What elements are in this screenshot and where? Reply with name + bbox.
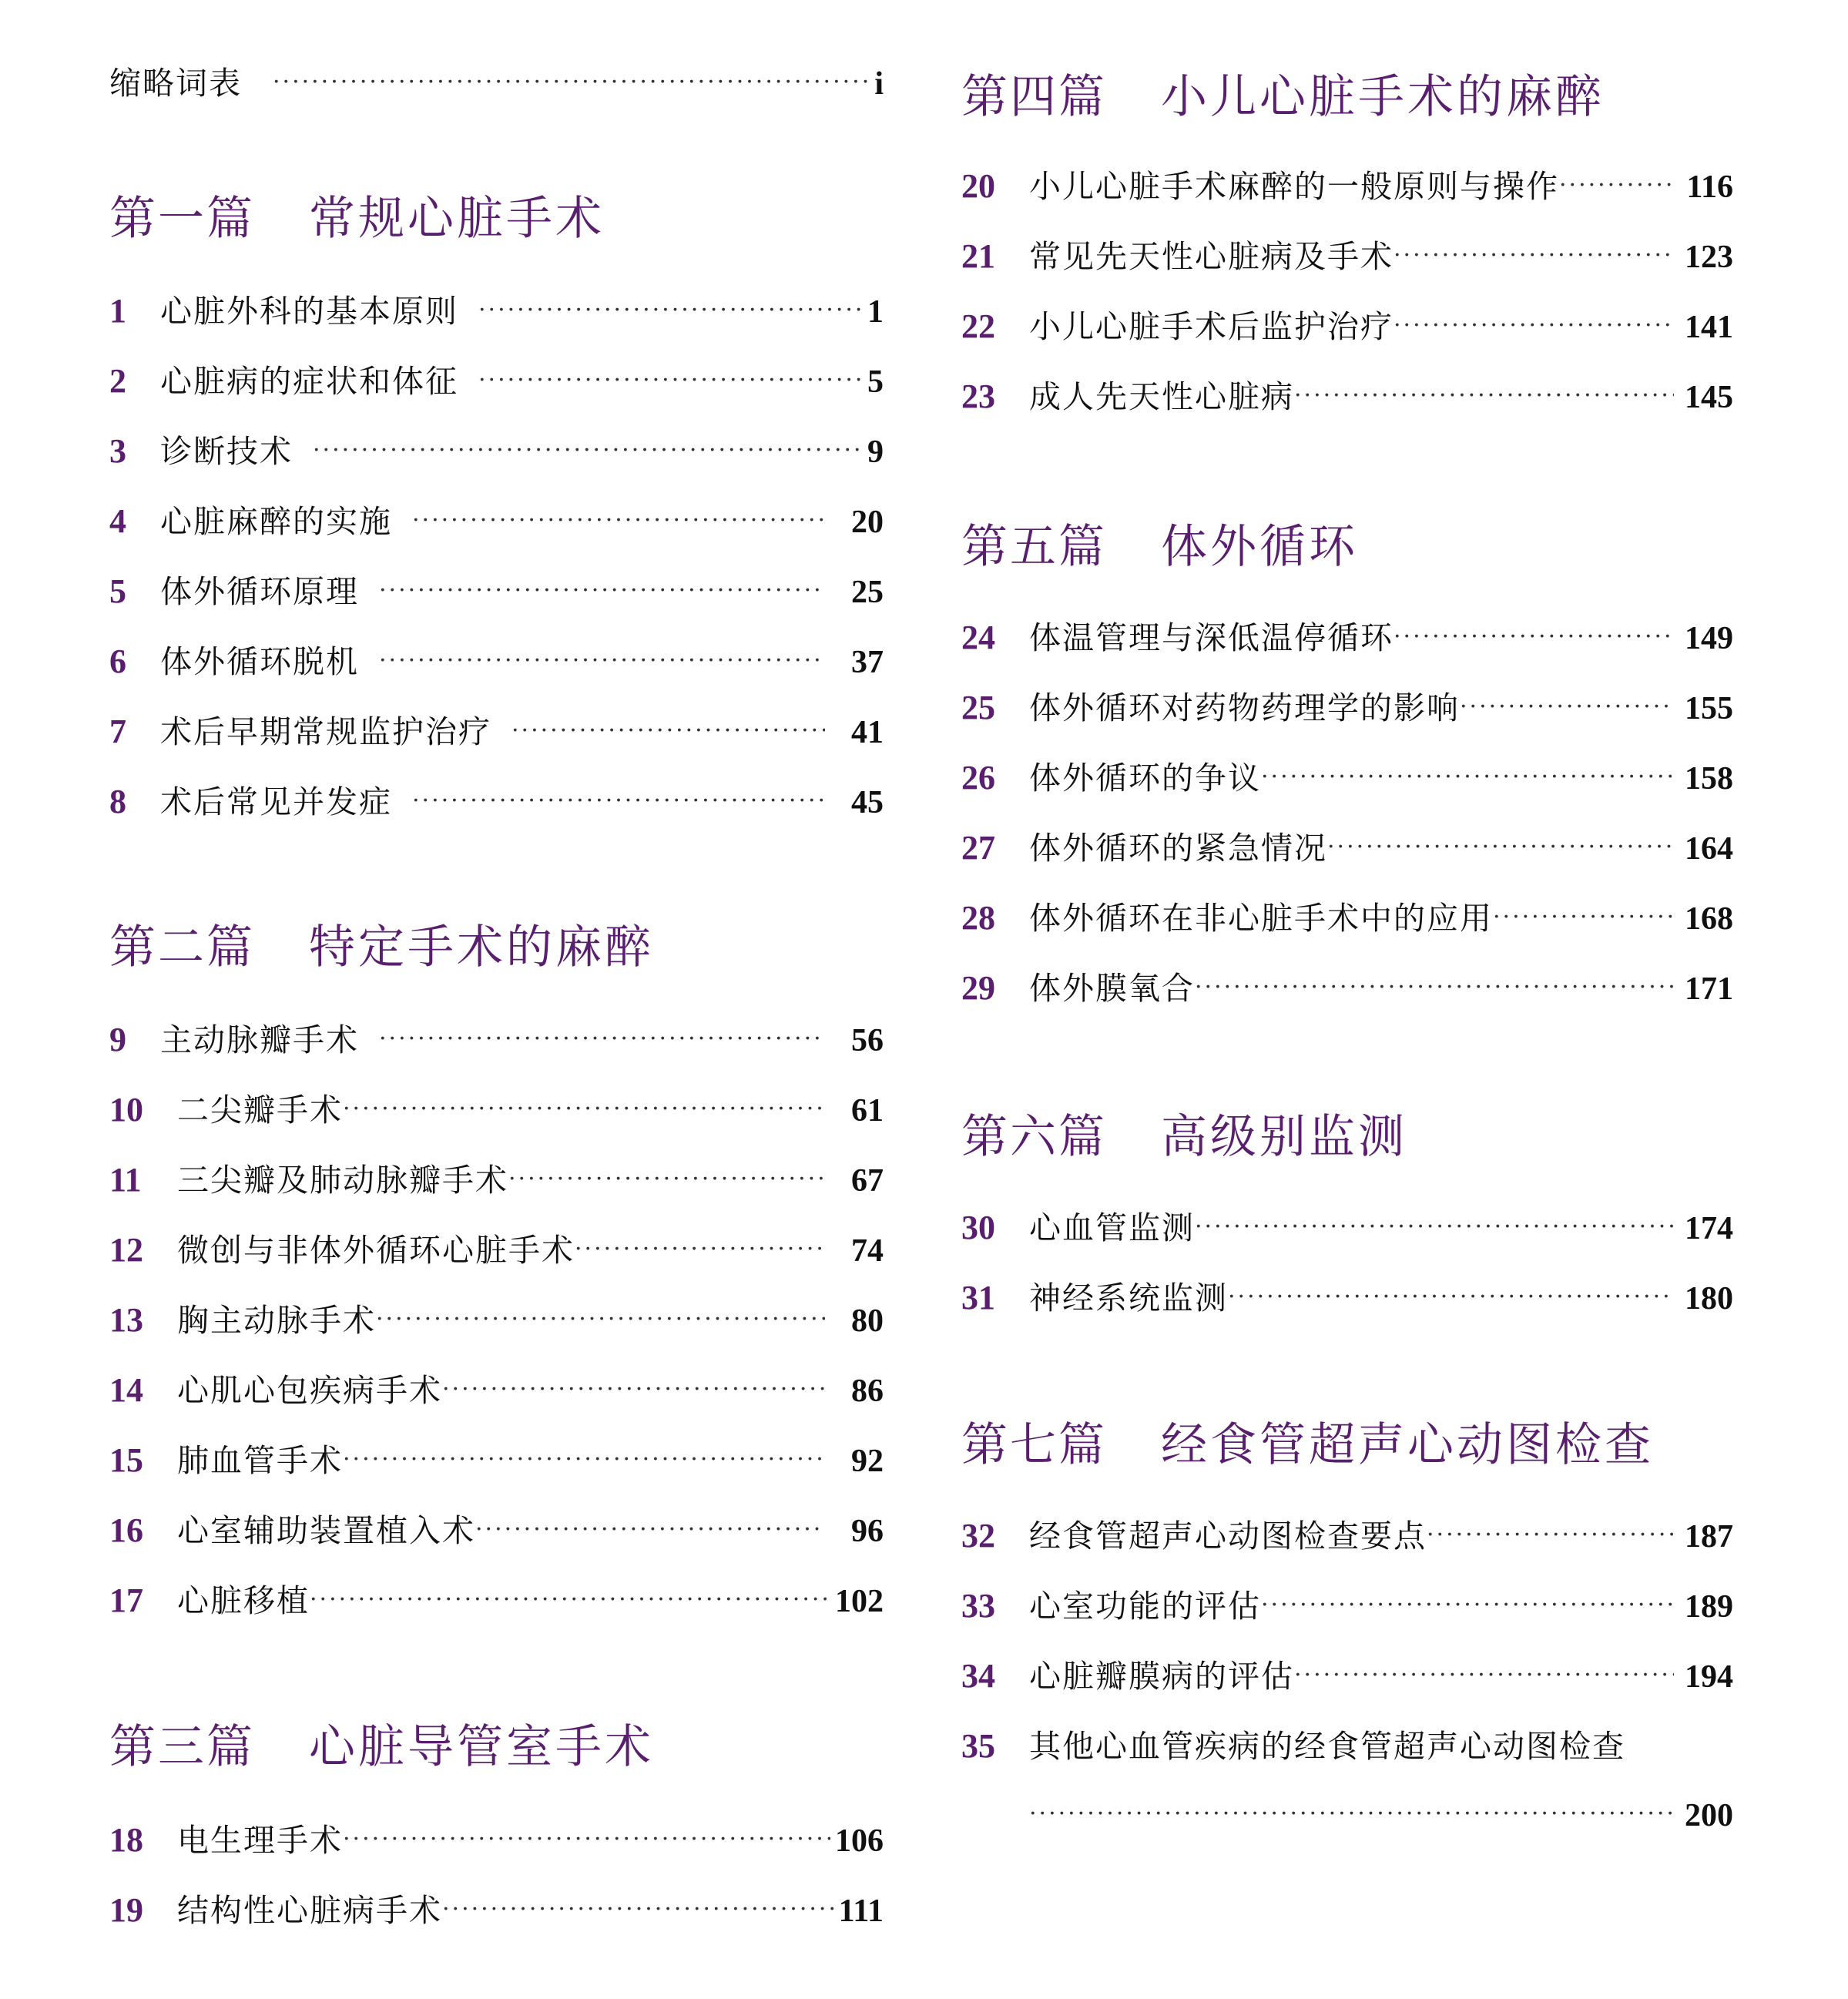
chapter-page: 1 [867, 294, 884, 330]
dot-leader [1427, 1524, 1674, 1547]
chapter-number: 13 [109, 1301, 143, 1339]
toc-entry[interactable] [961, 901, 1733, 935]
chapter-page: 37 [851, 645, 884, 680]
chapter-number: 20 [961, 167, 995, 205]
dot-leader [379, 1028, 825, 1051]
dot-leader [412, 790, 825, 813]
toc-right-column [961, 0, 1733, 1999]
chapter-title: 体外膜氧合 [1029, 970, 1195, 1007]
chapter-page: 111 [838, 1893, 884, 1929]
chapter-title: 术后常见并发症 [160, 783, 392, 820]
toc-entry-abbreviations[interactable] [109, 65, 884, 102]
chapter-title: 心脏病的症状和体征 [160, 363, 458, 400]
chapter-title: 常见先天性心脏病及手术 [1029, 238, 1394, 275]
toc-entry[interactable] [961, 831, 1733, 865]
part-label: 第六篇 [961, 1110, 1107, 1164]
toc-entry[interactable] [961, 307, 1733, 345]
chapter-page: 158 [1685, 761, 1733, 797]
dot-leader [1294, 1664, 1674, 1687]
chapter-page: 164 [1685, 831, 1733, 867]
chapter-number: 7 [109, 713, 126, 750]
dot-leader [376, 1308, 825, 1331]
toc-entry[interactable] [109, 502, 884, 540]
chapter-page: 189 [1685, 1589, 1733, 1625]
toc-left-column [109, 0, 884, 1999]
chapter-page: 171 [1685, 971, 1733, 1007]
dot-leader [379, 579, 825, 602]
toc-entry[interactable] [961, 169, 1733, 203]
part-label: 第四篇 [961, 70, 1107, 124]
chapter-title: 肺血管手术 [177, 1442, 343, 1479]
toc-entry[interactable] [961, 761, 1733, 795]
dot-leader [1261, 1594, 1674, 1617]
chapter-number: 29 [961, 969, 995, 1007]
toc-entry[interactable] [961, 971, 1733, 1005]
chapter-number: 10 [109, 1091, 143, 1129]
part-heading [109, 921, 884, 974]
dot-leader [412, 509, 825, 532]
chapter-number: 6 [109, 642, 126, 680]
part-label: 第二篇 [109, 921, 255, 974]
part-label: 第三篇 [109, 1720, 255, 1774]
part-name: 小儿心脏手术的麻醉 [1161, 70, 1605, 124]
chapter-page: 41 [851, 715, 884, 750]
chapter-page: 145 [1685, 380, 1733, 415]
chapter-number: 3 [109, 432, 126, 470]
dot-leader [1294, 384, 1674, 408]
chapter-title: 体外循环对药物药理学的影响 [1029, 689, 1460, 726]
part-heading [109, 192, 884, 246]
dot-leader [511, 719, 825, 743]
chapter-number: 35 [961, 1727, 995, 1765]
chapter-page: 74 [851, 1233, 884, 1269]
toc-entry-title: 缩略词表 [109, 65, 242, 102]
dot-leader [310, 1588, 830, 1612]
chapter-page: 25 [851, 575, 884, 610]
chapter-number: 17 [109, 1581, 143, 1619]
toc-entry[interactable] [961, 1281, 1733, 1315]
toc-entry[interactable] [109, 294, 884, 328]
toc-entry[interactable] [961, 1519, 1733, 1553]
toc-entry[interactable] [109, 1163, 884, 1197]
toc-entry-continuation[interactable] [961, 1799, 1733, 1832]
chapter-title: 体外循环的争议 [1029, 760, 1261, 797]
chapter-number: 4 [109, 502, 126, 540]
dot-leader [1460, 696, 1674, 719]
chapter-title: 心室辅助装置植入术 [177, 1512, 475, 1549]
chapter-title: 神经系统监测 [1029, 1280, 1228, 1316]
toc-entry[interactable] [109, 642, 884, 680]
dot-leader [1195, 976, 1674, 999]
chapter-page: 180 [1685, 1281, 1733, 1316]
part-name: 体外循环 [1161, 520, 1358, 574]
dot-leader [1261, 766, 1674, 789]
chapter-title: 诊断技术 [160, 433, 293, 470]
chapter-title: 电生理手术 [177, 1822, 343, 1859]
toc-entry[interactable] [109, 715, 884, 749]
dot-leader [478, 299, 861, 322]
dot-leader [1327, 836, 1674, 859]
toc-entry[interactable] [109, 1023, 884, 1057]
part-heading [961, 1110, 1733, 1164]
toc-entry[interactable] [961, 1729, 1733, 1763]
chapter-page: 116 [1686, 169, 1733, 205]
chapter-title: 心脏外科的基本原则 [160, 293, 458, 330]
chapter-page: 20 [851, 505, 884, 540]
toc-entry[interactable] [109, 1441, 884, 1479]
chapter-title: 体外循环的紧急情况 [1029, 830, 1327, 867]
toc-entry[interactable] [961, 691, 1733, 725]
part-heading [961, 70, 1733, 124]
chapter-number: 12 [109, 1231, 143, 1269]
chapter-number: 22 [961, 307, 995, 345]
chapter-page: 67 [851, 1163, 884, 1199]
dot-leader [475, 1518, 825, 1541]
dot-leader [1559, 174, 1675, 197]
chapter-title: 经食管超声心动图检查要点 [1029, 1518, 1427, 1555]
chapter-title: 二尖瓣手术 [177, 1092, 343, 1129]
part-name: 特定手术的麻醉 [309, 921, 654, 974]
chapter-title: 心室功能的评估 [1029, 1588, 1261, 1625]
toc-entry[interactable] [109, 572, 884, 610]
chapter-number: 33 [961, 1587, 995, 1625]
chapter-number: 18 [109, 1821, 143, 1859]
part-label: 第五篇 [961, 520, 1107, 574]
toc-entry[interactable] [961, 621, 1733, 655]
part-name: 常规心脏手术 [309, 192, 605, 246]
chapter-title: 小儿心脏手术后监护治疗 [1029, 308, 1394, 345]
chapter-page: 123 [1685, 240, 1733, 275]
toc-entry[interactable] [109, 364, 884, 398]
dot-leader [575, 1238, 825, 1261]
chapter-title: 三尖瓣及肺动脉瓣手术 [177, 1162, 508, 1199]
chapter-number: 8 [109, 783, 126, 820]
chapter-title: 体外循环脱机 [160, 643, 359, 680]
chapter-page: 200 [1685, 1798, 1733, 1833]
chapter-number: 27 [961, 829, 995, 867]
toc-entry[interactable] [109, 1373, 884, 1407]
chapter-title: 微创与非体外循环心脏手术 [177, 1232, 575, 1269]
dot-leader [313, 439, 861, 462]
dot-leader [1394, 314, 1674, 337]
toc-entry[interactable] [109, 1093, 884, 1127]
chapter-page: 5 [867, 364, 884, 400]
dot-leader [1493, 906, 1674, 929]
chapter-title: 胸主动脉手术 [177, 1302, 376, 1339]
chapter-page: 194 [1685, 1659, 1733, 1695]
chapter-number: 30 [961, 1209, 995, 1246]
chapter-page: 9 [867, 434, 884, 470]
chapter-number: 28 [961, 899, 995, 937]
toc-entry[interactable] [961, 1659, 1733, 1693]
part-label: 第七篇 [961, 1418, 1107, 1472]
chapter-number: 1 [109, 292, 126, 330]
toc-entry[interactable] [109, 1233, 884, 1267]
toc-entry[interactable] [961, 237, 1733, 275]
chapter-number: 34 [961, 1657, 995, 1695]
chapter-number: 31 [961, 1279, 995, 1316]
dot-leader [442, 1378, 825, 1401]
chapter-title: 心脏移植 [177, 1582, 310, 1619]
chapter-number: 21 [961, 237, 995, 275]
chapter-page: 96 [851, 1514, 884, 1549]
chapter-title: 体外循环原理 [160, 573, 359, 610]
toc-entry[interactable] [109, 1823, 884, 1857]
chapter-number: 24 [961, 619, 995, 656]
dot-leader [1394, 244, 1674, 267]
chapter-number: 19 [109, 1891, 143, 1929]
chapter-number: 15 [109, 1441, 143, 1479]
chapter-page: 141 [1685, 310, 1733, 345]
chapter-page: 80 [851, 1303, 884, 1339]
chapter-number: 25 [961, 689, 995, 726]
chapter-page: 45 [851, 785, 884, 820]
chapter-page: 149 [1685, 621, 1733, 656]
chapter-number: 26 [961, 759, 995, 797]
chapter-page: 168 [1685, 901, 1733, 937]
dot-leader [273, 71, 868, 94]
chapter-number: 14 [109, 1371, 143, 1409]
chapter-title: 成人先天性心脏病 [1029, 378, 1294, 415]
toc-entry[interactable] [961, 377, 1733, 415]
part-name: 心脏导管室手术 [309, 1720, 654, 1774]
chapter-title: 结构性心脏病手术 [177, 1892, 442, 1929]
toc-entry[interactable] [109, 1581, 884, 1619]
chapter-title: 心血管监测 [1029, 1209, 1195, 1246]
dot-leader [343, 1448, 825, 1471]
toc-entry[interactable] [109, 785, 884, 819]
chapter-page: 102 [835, 1584, 884, 1619]
dot-leader [1228, 1286, 1674, 1309]
dot-leader [442, 1898, 834, 1921]
chapter-number: 2 [109, 362, 126, 400]
toc-entry[interactable] [109, 1511, 884, 1549]
chapter-number: 32 [961, 1517, 995, 1555]
chapter-number: 16 [109, 1511, 143, 1549]
part-name: 高级别监测 [1161, 1110, 1407, 1164]
chapter-page: 187 [1685, 1519, 1733, 1555]
chapter-title: 小儿心脏手术麻醉的一般原则与操作 [1029, 168, 1559, 205]
dot-leader [343, 1828, 830, 1851]
toc-entry[interactable] [109, 1893, 884, 1927]
dot-leader [343, 1098, 825, 1121]
part-heading [109, 1720, 884, 1774]
dot-leader [478, 369, 861, 392]
chapter-page: 61 [851, 1093, 884, 1129]
toc-entry-page: i [874, 66, 884, 102]
toc-entry[interactable] [961, 1211, 1733, 1245]
chapter-page: 92 [851, 1444, 884, 1479]
chapter-page: 86 [851, 1373, 884, 1409]
chapter-page: 106 [835, 1823, 884, 1859]
chapter-title: 心脏瓣膜病的评估 [1029, 1658, 1294, 1695]
part-name: 经食管超声心动图检查 [1161, 1418, 1654, 1472]
dot-leader [379, 649, 825, 672]
chapter-title: 术后早期常规监护治疗 [160, 713, 491, 750]
part-label: 第一篇 [109, 192, 255, 246]
chapter-title: 体外循环在非心脏手术中的应用 [1029, 900, 1493, 937]
chapter-page: 56 [851, 1023, 884, 1058]
chapter-number: 23 [961, 377, 995, 415]
dot-leader [1394, 626, 1674, 649]
toc-entry[interactable] [109, 1303, 884, 1337]
dot-leader [1195, 1216, 1674, 1239]
chapter-page: 174 [1685, 1211, 1733, 1246]
toc-entry[interactable] [109, 434, 884, 468]
chapter-title: 体温管理与深低温停循环 [1029, 619, 1394, 656]
chapter-page: 155 [1685, 691, 1733, 726]
chapter-title: 其他心血管疾病的经食管超声心动图检查 [1029, 1728, 1625, 1765]
chapter-number: 5 [109, 572, 126, 610]
toc-entry[interactable] [961, 1589, 1733, 1623]
part-heading [961, 520, 1733, 574]
part-heading [961, 1418, 1733, 1472]
chapter-number: 11 [109, 1161, 142, 1199]
chapter-title: 心肌心包疾病手术 [177, 1372, 442, 1409]
chapter-title: 主动脉瓣手术 [160, 1021, 359, 1058]
chapter-number: 9 [109, 1021, 126, 1058]
chapter-title: 心脏麻醉的实施 [160, 503, 392, 540]
dot-leader [508, 1168, 825, 1191]
dot-leader [1029, 1803, 1674, 1826]
